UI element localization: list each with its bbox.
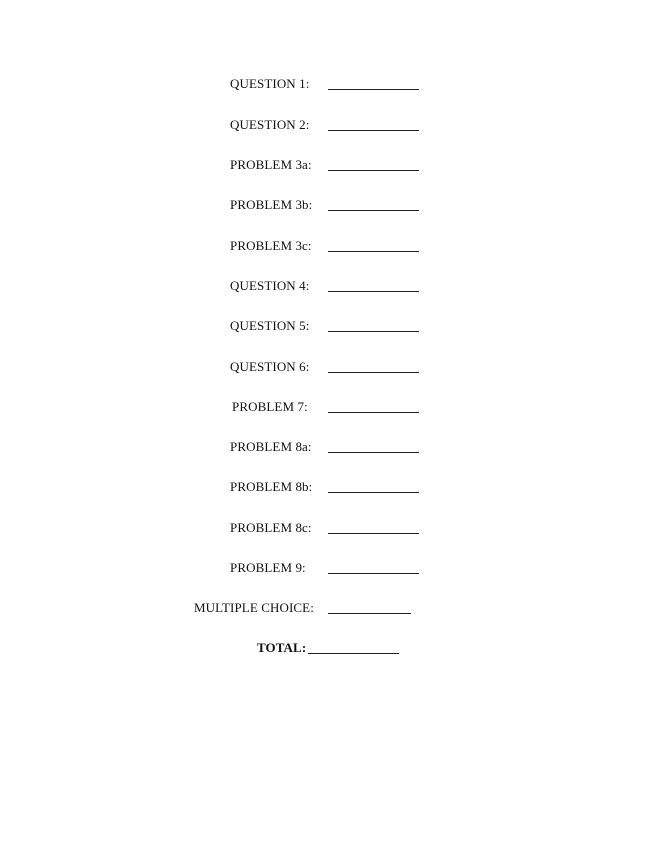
score-row-problem-9 bbox=[0, 560, 655, 580]
score-row-problem-8a bbox=[0, 439, 655, 459]
score-row-problem-7 bbox=[0, 399, 655, 419]
score-blank bbox=[328, 331, 419, 332]
score-row-problem-3a bbox=[0, 157, 655, 177]
score-label: PROBLEM 3c: bbox=[230, 238, 312, 253]
score-label: QUESTION 2: bbox=[230, 117, 310, 132]
score-blank bbox=[328, 89, 419, 90]
score-label: PROBLEM 3a: bbox=[230, 157, 312, 172]
score-label: PROBLEM 7: bbox=[232, 399, 308, 414]
score-label: PROBLEM 8b: bbox=[230, 479, 313, 494]
score-blank bbox=[328, 533, 419, 534]
score-blank bbox=[328, 452, 419, 453]
score-blank bbox=[328, 372, 419, 373]
score-row-question-6 bbox=[0, 359, 655, 379]
total-label: TOTAL: bbox=[257, 640, 307, 655]
score-label: PROBLEM 9: bbox=[230, 560, 306, 575]
score-blank bbox=[328, 130, 419, 131]
multiple-choice-label: MULTIPLE CHOICE: bbox=[194, 600, 314, 615]
score-row-question-4 bbox=[0, 278, 655, 298]
score-row-question-2 bbox=[0, 117, 655, 137]
score-blank bbox=[328, 573, 419, 574]
score-label: QUESTION 6: bbox=[230, 359, 310, 374]
multiple-choice-blank bbox=[328, 613, 411, 614]
score-row-problem-8b bbox=[0, 479, 655, 499]
score-row-problem-3b bbox=[0, 197, 655, 217]
score-label: PROBLEM 3b: bbox=[230, 197, 313, 212]
score-blank bbox=[328, 492, 419, 493]
score-blank bbox=[328, 412, 419, 413]
score-blank bbox=[328, 291, 419, 292]
score-label: PROBLEM 8c: bbox=[230, 520, 312, 535]
score-row-problem-8c bbox=[0, 520, 655, 540]
score-row-problem-3c bbox=[0, 238, 655, 258]
score-label: QUESTION 1: bbox=[230, 76, 310, 91]
score-row-total bbox=[0, 640, 655, 660]
score-row-question-1 bbox=[0, 76, 655, 96]
score-label: QUESTION 4: bbox=[230, 278, 310, 293]
score-label: QUESTION 5: bbox=[230, 318, 310, 333]
score-row-multiple-choice bbox=[0, 600, 655, 620]
total-blank bbox=[308, 653, 399, 654]
score-blank bbox=[328, 210, 419, 211]
score-label: PROBLEM 8a: bbox=[230, 439, 312, 454]
score-blank bbox=[328, 170, 419, 171]
score-row-question-5 bbox=[0, 318, 655, 338]
score-blank bbox=[328, 251, 419, 252]
